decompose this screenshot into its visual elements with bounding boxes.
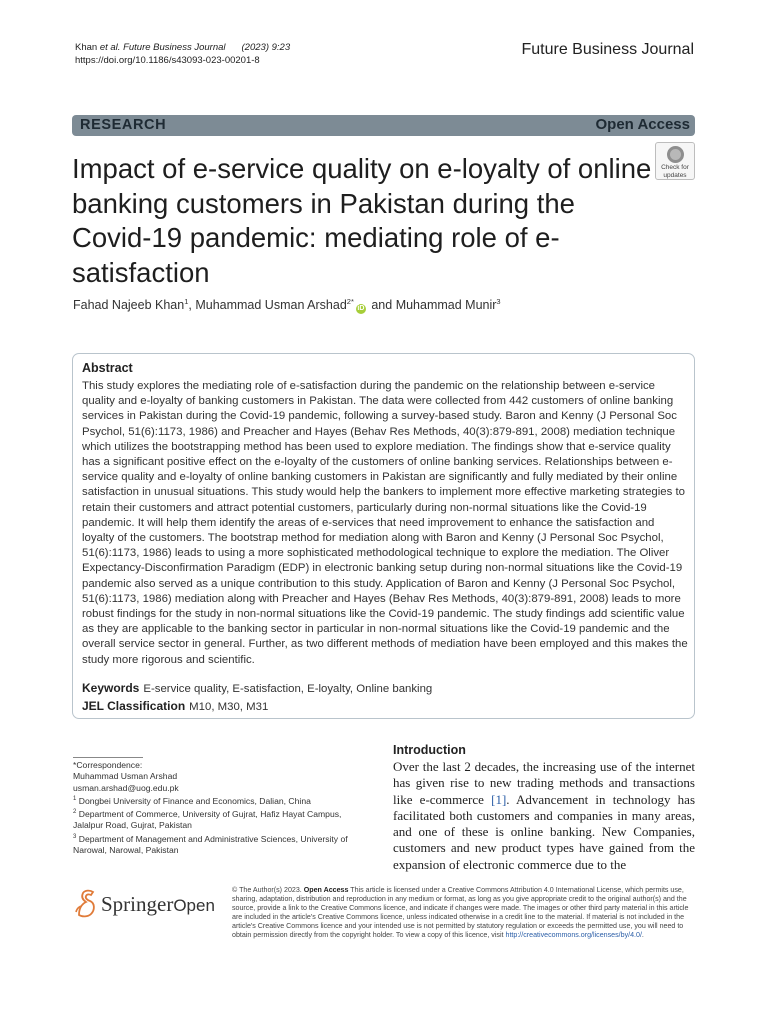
- affiliation-1-number: 1: [73, 795, 77, 802]
- author-list: [73, 297, 501, 314]
- license-text: [232, 886, 695, 941]
- affiliation-2-text: Department of Commerce, University of Gujrat, Hafiz Hayat Campus, Jalalpur Road, Gujrat, Pakistan: [73, 808, 342, 831]
- article-title: Impact of e-service quality on e-loyalty of online banking customers in Pakistan during the Covid-19 pandemic: mediating role of e-satisfaction: [72, 153, 652, 288]
- introduction-heading: Introduction: [393, 743, 466, 757]
- check-for-updates-button[interactable]: [655, 142, 695, 180]
- correspondence-email[interactable]: usman.arshad@uog.edu.pk: [73, 782, 179, 793]
- author-3-affiliation: 3: [496, 297, 501, 306]
- license-body: This article is licensed under a Creative Commons Attribution 4.0 International License, which permits use, sharing, adaptation, distribution and reproduction in any medium or format, as long as you give appropriate credit to the original author(s) and the source, provide a link to the Creative Commons licence, and indicate if changes were made. The images or other third party material in this article are included in the article's Creative Commons licence, unless indicated otherwise in a credit line to the material. If material is not included in the article's Creative Commons licence and your intended use is not permitted by statutory regulation or exceeds the permitted use, you will need to obtain permission directly from the copyright holder. To view a copy of this licence, visit: [232, 886, 689, 940]
- author-separator: ,: [188, 298, 196, 313]
- springer-word: Springer: [101, 892, 174, 916]
- correspondence-block: [73, 760, 353, 856]
- author-1[interactable]: Fahad Najeeb Khan: [73, 298, 185, 313]
- author-2[interactable]: Muhammad Usman Arshad: [195, 298, 347, 313]
- article-type-label: RESEARCH: [80, 117, 167, 133]
- article-type-banner: [72, 115, 695, 136]
- springer-horse-icon: [73, 888, 99, 918]
- license-open-access: Open Access: [303, 886, 349, 894]
- author-1-affiliation: 1: [184, 297, 189, 306]
- affiliation-2-number: 2: [73, 809, 77, 816]
- open-access-label: Open Access: [595, 116, 690, 133]
- citation-line: [75, 42, 290, 55]
- introduction-body: [393, 759, 695, 873]
- affiliation-3-text: Department of Management and Administrative Sciences, University of Narowal, Narowal, Pakistan: [73, 833, 348, 855]
- keywords: [82, 681, 432, 695]
- correspondence-label: *Correspondence:: [73, 760, 143, 770]
- author-separator: and: [367, 298, 396, 313]
- citation-journal: et al. Future Business Journal: [99, 42, 226, 53]
- citation-year: (2023) 9:23: [241, 42, 291, 53]
- check-for-updates-line2: updates: [663, 172, 687, 179]
- license-link[interactable]: http://creativecommons.org/licenses/by/4.0/: [505, 931, 642, 940]
- affiliation-3-number: 3: [73, 833, 77, 840]
- springer-open-logo: [73, 888, 223, 920]
- footnote-divider: [73, 757, 143, 758]
- affiliation-1-text: Dongbei University of Finance and Economics, Dalian, China: [76, 795, 311, 806]
- check-for-updates-icon: [667, 146, 684, 163]
- check-for-updates-line1: Check for: [661, 164, 689, 171]
- open-word: Open: [173, 896, 215, 915]
- springer-wordmark: [101, 892, 215, 917]
- journal-name: Future Business Journal: [521, 41, 694, 58]
- introduction-text-end: . Advancement in technology has facilitated both customers and companies in many areas, and one of these is online banking. New Companies, customers and new product types have gained from the expansion of electronic commerce due to the: [393, 791, 695, 872]
- affiliation-2: [73, 807, 353, 831]
- affiliation-1: [73, 794, 353, 807]
- doi-link[interactable]: https://doi.org/10.1186/s43093-023-00201-8: [75, 54, 260, 66]
- license-end: .: [641, 931, 644, 940]
- affiliation-3: [73, 832, 353, 856]
- jel-label: JEL Classification: [82, 699, 186, 713]
- citation-header: [75, 42, 290, 67]
- abstract-body: This study explores the mediating role of e-satisfaction during the pandemic on the relationship between e-service quality and e-loyalty of banking customers in Pakistan. The data were collected from 442 customers of online banking services in Pakistan during the Covid-19 pandemic, following a survey-based study. Baron and Kenny (J Personal Soc Psychol, 51(6):1173, 1986) and Preacher and Hayes (Behav Res Methods, 40(3):879-891, 2008) mediation technique which utilizes the bootstrapping method has been used to explore mediation. The findings show that e-service quality has a significant positive effect on the e-loyalty of the customers of online banking services. Relationships between e-service quality and e-loyalty of online banking customers in Pakistan are significantly and fully mediated by their online satisfaction in unusual situations. This study would help the bankers to implement more effective marketing strategies to retain their customers and attract potential customers, particularly during non-normal situations like the Covid-19 pandemic. It will help them identify the areas of e-services that need improvement to enhance the satisfaction and loyalty of the customers. The bootstrap method for mediation along with Baron and Kenny (J Personal Soc Psychol, 51(6):1173, 1986) leads to using a more sophisticated methodological technique to explore the mediation. The Oliver Expectancy-Disconfirmation Paradigm (EDP) in electronic banking setup during non-normal situations like the Covid-19 pandemic also served as a unique contribution to this study. Application of Baron and Kenny (J Personal Soc Psychol, 51(6):1173, 1986) mediation along with Preacher and Hayes (Behav Res Methods, 40(3):879-891, 2008) leads to more robust findings for the study in non-normal situations like the Covid-19 pandemic. The study findings add scientific value as they are applicable to the banking sector in particular in non-normal situations like the Covid-19 pandemic and the overall service sector in general. Further, as two different methods of mediation have been employed and this makes the study more rigorous and scientific.: [82, 380, 688, 666]
- license-copyright: © The Author(s) 2023.: [232, 886, 304, 894]
- abstract-heading: Abstract: [82, 361, 133, 375]
- reference-link[interactable]: [1]: [491, 791, 507, 807]
- correspondence-name: Muhammad Usman Arshad: [73, 771, 178, 782]
- author-2-affiliation: 2*: [346, 297, 354, 306]
- author-3[interactable]: Muhammad Munir: [395, 298, 497, 313]
- abstract-box: [72, 353, 695, 719]
- keywords-value: E-service quality, E-satisfaction, E-loyalty, Online banking: [143, 683, 433, 695]
- keywords-label: Keywords: [82, 681, 140, 695]
- citation-author: Khan: [75, 42, 100, 53]
- orcid-icon[interactable]: iD: [357, 305, 365, 313]
- jel-value: M10, M30, M31: [189, 701, 269, 713]
- introduction-text-start: Over the last 2 decades, the increasing use of the internet has given rise to new trading methods and transactions like e-commerce: [393, 759, 695, 807]
- jel-classification: [82, 699, 268, 713]
